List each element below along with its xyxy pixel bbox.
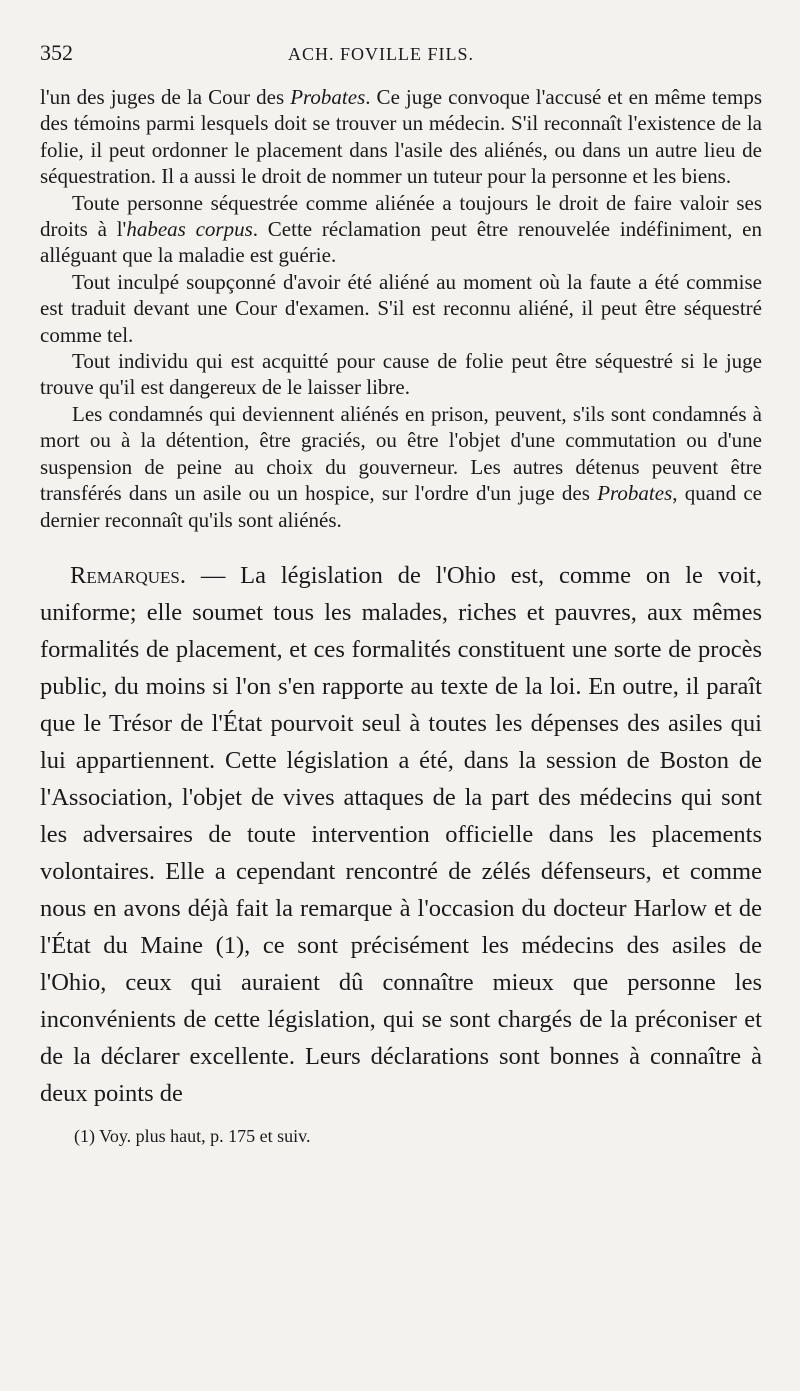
remarks-paragraph: Remarques. — La législation de l'Ohio est, comme on le voit, uniforme; elle soumet tous les malades, riches et pauvres, aux mêmes formalités de placement, et ces formalités constituent une sorte de procès public, du moins si l'on s'en rapporte au texte de la loi. En outre, il paraît que le Trésor de l'État pourvoit seul à toutes les dépenses des asiles qui lui appartiennent. Cette législation a été, dans la session de Boston de l'Association, l'objet de vives attaques de la part des médecins qui sont les adversaires de toute intervention officielle dans les placements volontaires. Elle a cependant rencontré de zélés défenseurs, et comme nous en avons déjà fait la remarque à l'occasion du docteur Harlow et de l'État du Maine (1), ce sont précisément les médecins des asiles de l'Ohio, ceux qui auraient dû connaître mieux que personne les inconvénients de cette législation, qui se sont chargés de la préconiser et de la déclarer excellente. Leurs déclarations sont bonnes à connaître à deux points de — [40, 561, 762, 1107]
page-number: 352 — [40, 40, 73, 65]
footnote: (1) Voy. plus haut, p. 175 et suiv. — [74, 1125, 311, 1146]
paragraph: Tout individu qui est acquitté pour cause de folie peut être séquestré si le juge trouve qu'il est dangereux de le laisser libre. — [40, 349, 762, 400]
running-title: ACH. FOVILLE FILS. — [288, 44, 475, 64]
remarks-heading: Remarques. — [70, 561, 186, 589]
body-text-small — [40, 84, 762, 533]
paragraph: l'un des juges de la Cour des Probates. Ce juge convoque l'accusé et en même temps des témoins parmi lesquels doit se trouver un médecin. S'il reconnaît l'existence de la folie, il peut ordonner le placement dans l'asile des aliénés, ou dans un autre lieu de séquestration. Il a aussi le droit de nommer un tuteur pour la personne et les biens. — [40, 85, 762, 189]
page-header — [40, 40, 762, 84]
body-text-large — [40, 557, 762, 1112]
paragraph: Tout inculpé soupçonné d'avoir été aliéné au moment où la faute a été commise est traduit devant une Cour d'examen. S'il est reconnu aliéné, il peut être séquestré comme tel. — [40, 269, 762, 347]
paragraph: Les condamnés qui deviennent aliénés en prison, peuvent, s'ils sont condamnés à mort ou à la détention, être graciés, ou être l'objet d'une commutation ou d'une suspension de peine au choix du gouverneur. Les autres détenus peuvent être transférés dans un asile ou un hospice, sur l'ordre d'un juge des Probates, quand ce dernier reconnaît qu'ils sont aliénés. — [40, 401, 762, 532]
paragraph: Toute personne séquestrée comme aliénée a toujours le droit de faire valoir ses droits à l'habeas corpus. Cette réclamation peut être renouvelée indéfiniment, en alléguant que la maladie est guérie. — [40, 190, 762, 268]
